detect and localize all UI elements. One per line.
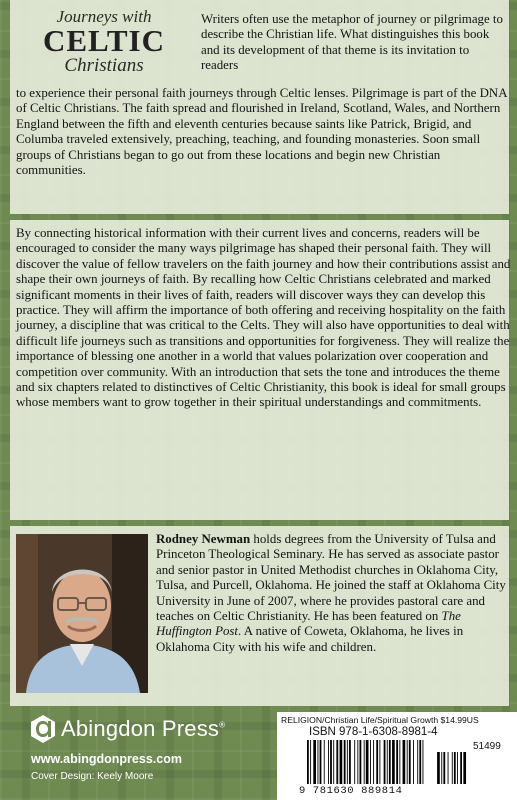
price-addon-number: 51499 [473,741,501,752]
author-bio-text-1: holds degrees from the University of Tulsa and Princeton Theological Seminary. He has served as associate pastor and senior pastor in United Methodist churches in Oklahoma City, Tulsa, and Purcell, Oklahoma. He joined the staff at Oklahoma City University in June of 2007, where he provides pastoral care and teaches on Celtic Christianity. He has been featured on [156,532,506,624]
isbn-number: ISBN 978-1-6308-8981-4 [309,726,438,738]
publisher-url[interactable]: www.abingdonpress.com [31,752,182,766]
category-price: RELIGION/Christian Life/Spiritual Growth $14.99US [281,715,479,725]
title-line-1: Journeys with [56,7,152,26]
author-bio-text-2: . A native of Coweta, Oklahoma, he lives in Oklahoma City with his wife and children. [156,624,464,654]
title-line-3: Christians [64,55,144,76]
publication-name: The Huffington Post [156,609,461,639]
abingdon-logo-icon [30,714,56,744]
title-line-2: CELTIC [42,23,166,58]
ean-barcode [307,740,467,784]
barcode-block [277,712,517,800]
book-title [18,8,190,88]
author-photo [16,534,148,693]
publisher-name: Abingdon Press® [61,716,226,741]
author-name: Rodney Newman [156,532,251,546]
intro-text-full: to experience their personal faith journeys through Celtic lenses. Pilgrimage is part of the DNA of Celtic Christians. The faith spread and flourished in Ireland, Scotland, Wales, and Northern England between the fifth and eleventh centuries because saints like Patrick, Brigid, and Columba traveled extensively, preaching, teaching, and founding monasteries. Soon small groups of Christians began to go out from these locations and begin new Christian communities. [16,86,507,178]
intro-text-right: Writers often use the metaphor of journey or pilgrimage to describe the Christian life. What distinguishes this book and its development of that theme is its invitation to readers [201,12,503,73]
cover-design-credit: Cover Design: Keely Moore [31,771,154,782]
ean-digits: 9 781630 889814 [299,785,403,797]
book-description: By connecting historical information with their current lives and concerns, readers will be encouraged to consider the many ways pilgrimage has shaped their personal faith. They will discover the value of fellow travelers on the faith journey and how their contributions assist and shape their own journeys of faith. By recalling how Celtic Christians celebrated and marked significant moments in their lives of faith, readers will discover ways they can develop this practice. They will affirm the importance of both offering and receiving hospitality on the faith journey, a discipline that was critical to the Celts. They will also have opportunities to deal with difficult life journeys such as transitions and opportunities for forgiveness. They will realize the importance of blessing one another in a world that values polarization over cooperation and competition over community. With an introduction that sets the tone and introduces the theme and six chapters related to distinctives of Celtic Christianity, this book is ideal for small groups whose members want to grow together in their spiritual understandings and commitments. [16,226,511,410]
author-bio [156,532,509,655]
publisher-logo [30,712,225,746]
